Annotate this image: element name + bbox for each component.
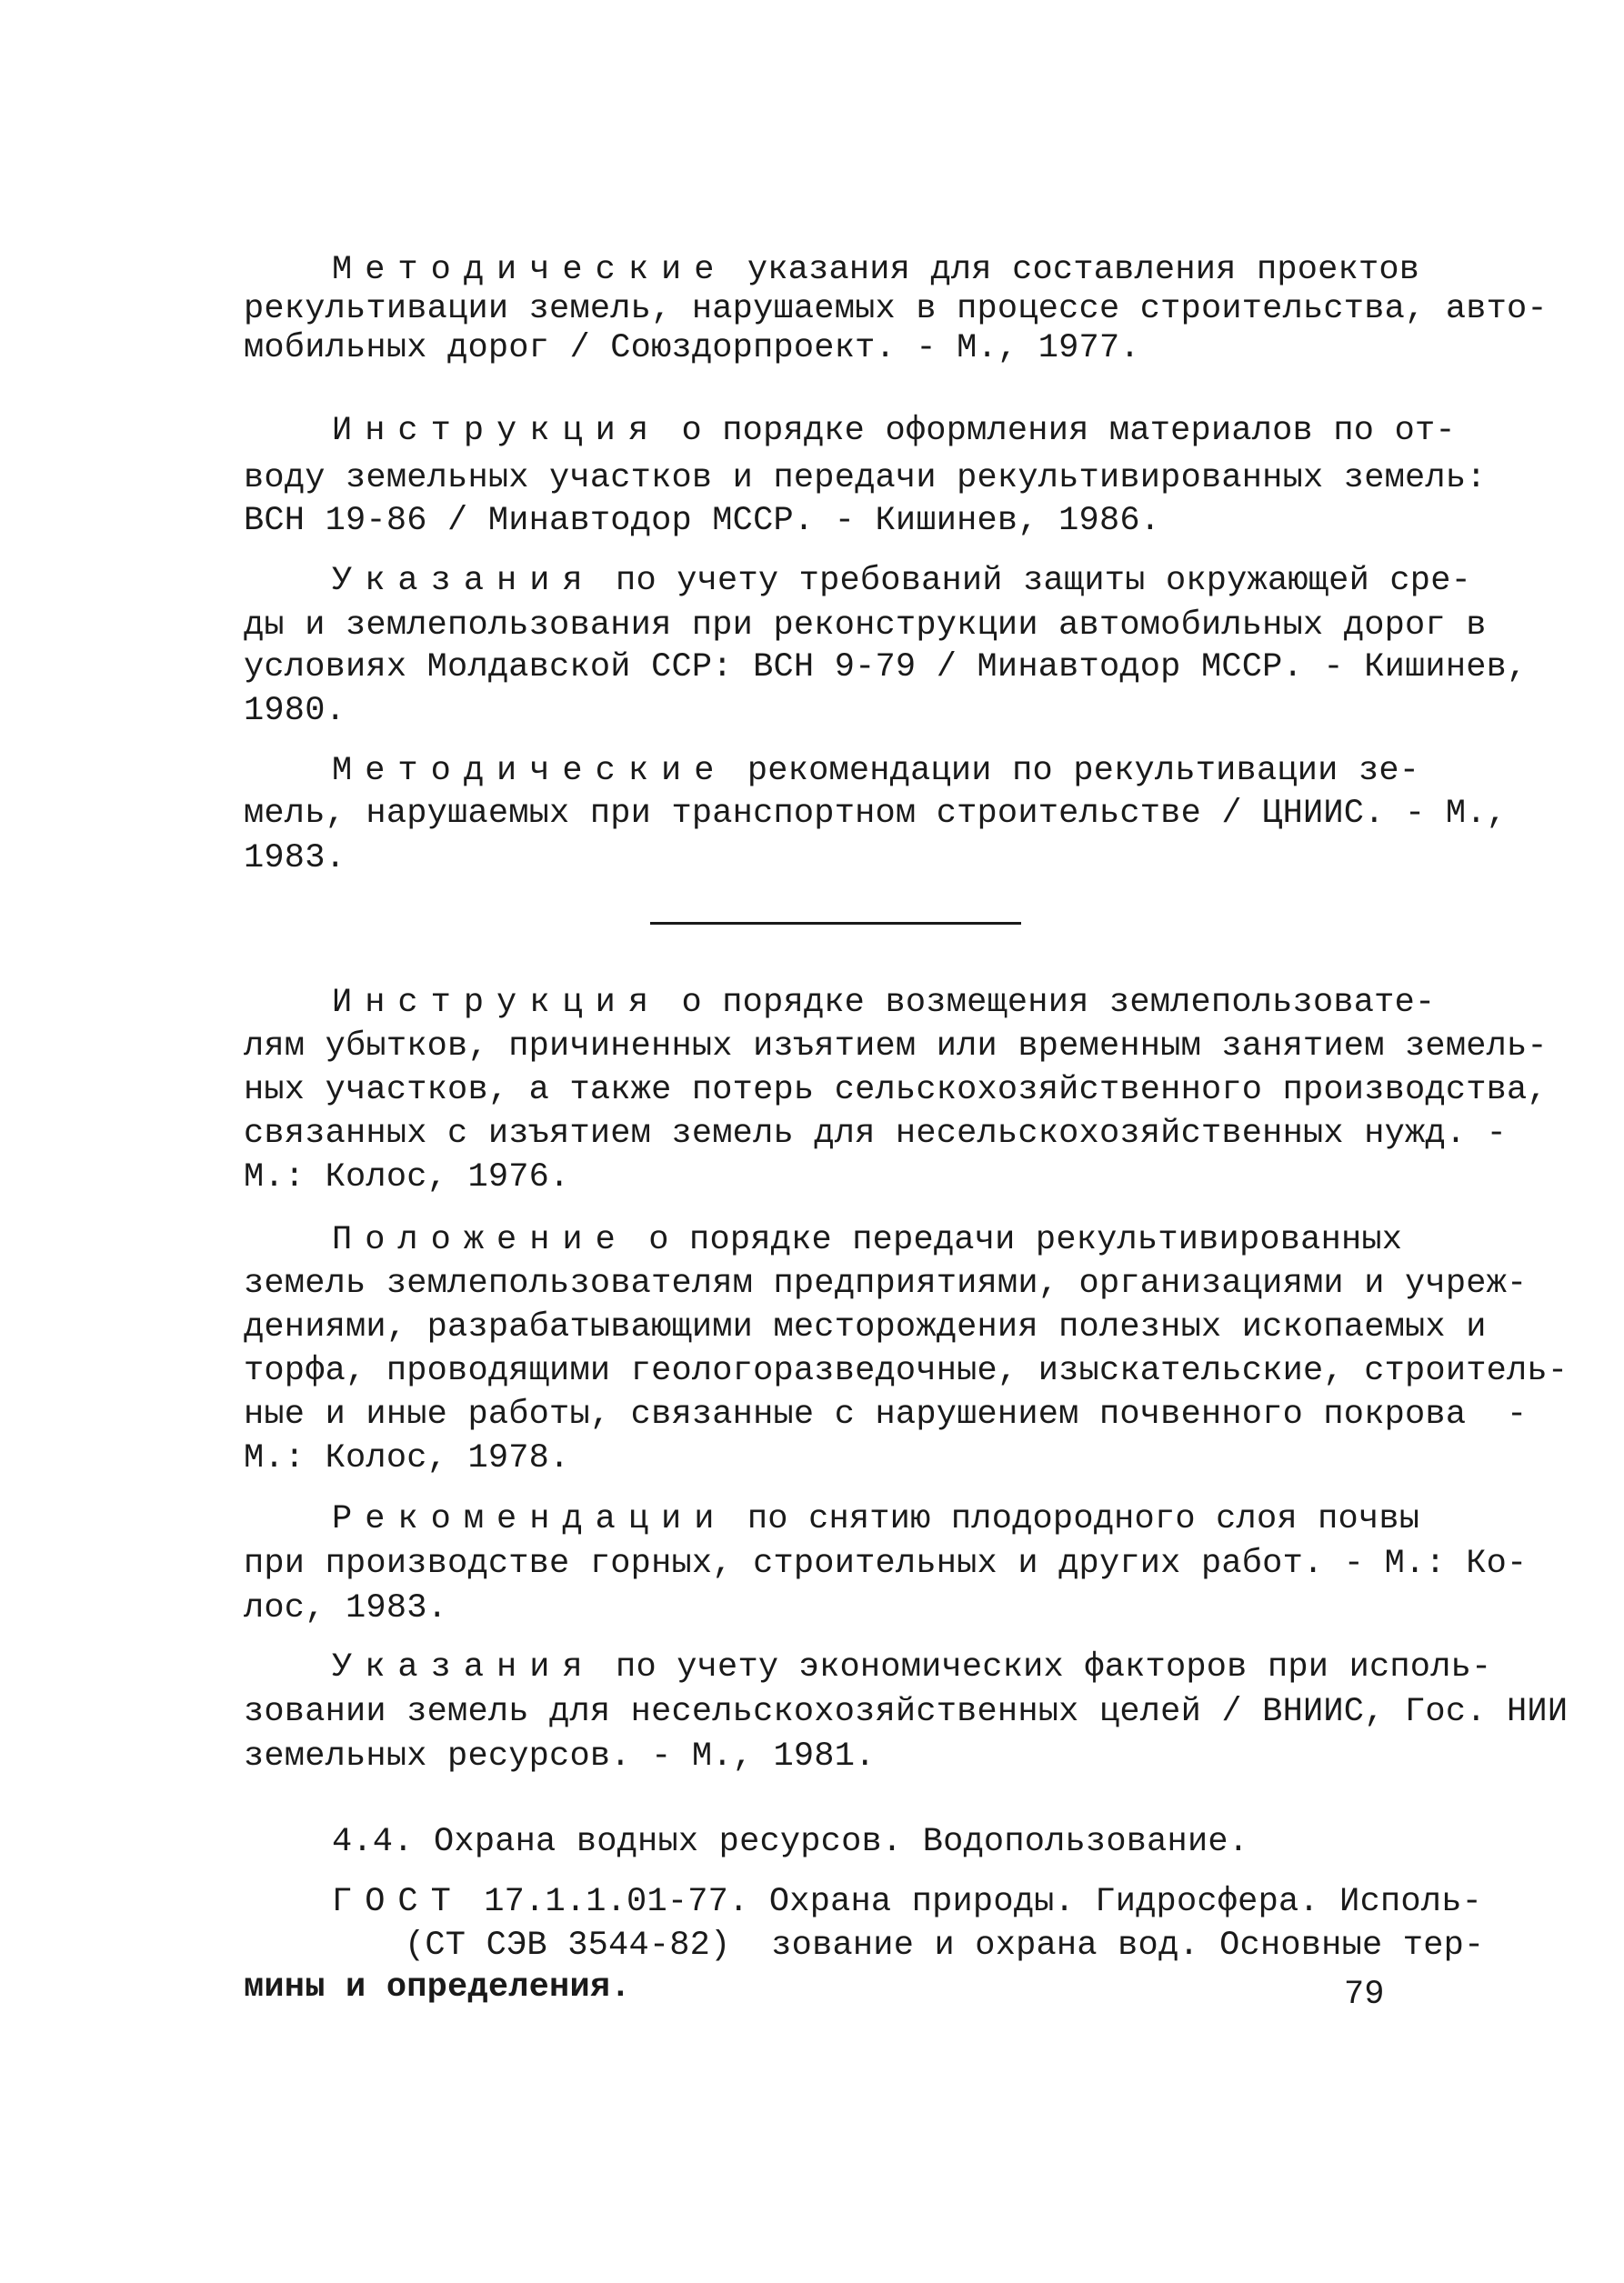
gost-title: ГОСТ <box>332 1883 464 1921</box>
entry-title: Методические <box>332 251 727 289</box>
entry-text: зовании земель для несельскохозяйственных целей / ВНИИС, Гос. НИИ <box>244 1693 1569 1731</box>
entry-text: лос, 1983. <box>244 1589 448 1627</box>
section-divider <box>650 922 1021 925</box>
entry-text: воду земельных участков и передачи рекультивированных земель: <box>244 459 1487 497</box>
entry-text: 1983. <box>244 839 346 877</box>
entry-text: дениями, разрабатывающими месторождения полезных ископаемых и <box>244 1308 1487 1347</box>
entry-text: М.: Колос, 1976. <box>244 1158 570 1197</box>
entry-text: мель, нарушаемых при транспортном строительстве / ЦНИИС. - М., <box>244 795 1508 833</box>
entry-text: о порядке оформления материалов по от- <box>661 412 1456 450</box>
entry-text: ВСН 19-86 / Минавтодор МССР. - Кишинев, 1986. <box>244 502 1161 540</box>
entry-title: Инструкция <box>332 984 662 1022</box>
entry-text: указания для составления проектов <box>727 251 1420 289</box>
entry-text: М.: Колос, 1978. <box>244 1439 570 1477</box>
entry-text: торфа, проводящими геологоразведочные, изыскательские, строитель- <box>244 1352 1569 1390</box>
entry-text: условиях Молдавской ССР: ВСН 9-79 / Минавтодор МССР. - Кишинев, <box>244 648 1528 686</box>
entry-text: по снятию плодородного слоя почвы <box>727 1500 1420 1538</box>
entry-text: лям убытков, причиненных изъятием или временным занятием земель- <box>244 1027 1548 1066</box>
entry-title: Методические <box>332 752 727 790</box>
entry-text: мобильных дорог / Союздорпроект. - М., 1977. <box>244 329 1140 367</box>
entry-title: Указания <box>332 1648 596 1687</box>
entry-text: о порядке возмещения землепользовате- <box>661 984 1436 1022</box>
entry-title: Инструкция <box>332 412 662 450</box>
gost-text: мины и определения. <box>244 1968 631 2007</box>
entry-text: ных участков, а также потерь сельскохозяйственного производства, <box>244 1071 1548 1109</box>
entry-text: при производстве горных, строительных и других работ. - М.: Ко- <box>244 1545 1528 1583</box>
entry-text: связанных с изъятием земель для несельскохозяйственных нужд. - <box>244 1115 1508 1153</box>
entry-text: земель землепользователям предприятиями, организациями и учреж- <box>244 1265 1528 1303</box>
entry-text: по учету экономических факторов при исполь- <box>595 1648 1492 1687</box>
gost-code: (СТ СЭВ 3544-82) <box>405 1927 731 1965</box>
entry-text: земельных ресурсов. - М., 1981. <box>244 1737 876 1776</box>
entry-text: ные и иные работы, связанные с нарушением почвенного покрова - <box>244 1396 1528 1434</box>
section-heading: 4.4. Охрана водных ресурсов. Водопользование. <box>332 1823 1249 1861</box>
gost-text: 17.1.1.01-77. Охрана природы. Гидросфера. Исполь- <box>463 1883 1483 1921</box>
entry-title: Указания <box>332 562 596 600</box>
entry-text: рекомендации по рекультивации зе- <box>727 752 1420 790</box>
entry-text: о порядке передачи рекультивированных <box>627 1221 1403 1259</box>
page-number: 79 <box>1344 1976 1385 2014</box>
entry-text: по учету требований защиты окружающей сре- <box>595 562 1471 600</box>
entry-text: рекультивации земель, нарушаемых в процессе строительства, авто- <box>244 290 1548 328</box>
entry-title: Рекомендации <box>332 1500 727 1538</box>
entry-text: 1980. <box>244 692 346 730</box>
gost-text: зование и охрана вод. Основные тер- <box>730 1927 1485 1965</box>
entry-text: ды и землепользования при реконструкции автомобильных дорог в <box>244 606 1487 645</box>
entry-title: Положение <box>332 1221 628 1259</box>
